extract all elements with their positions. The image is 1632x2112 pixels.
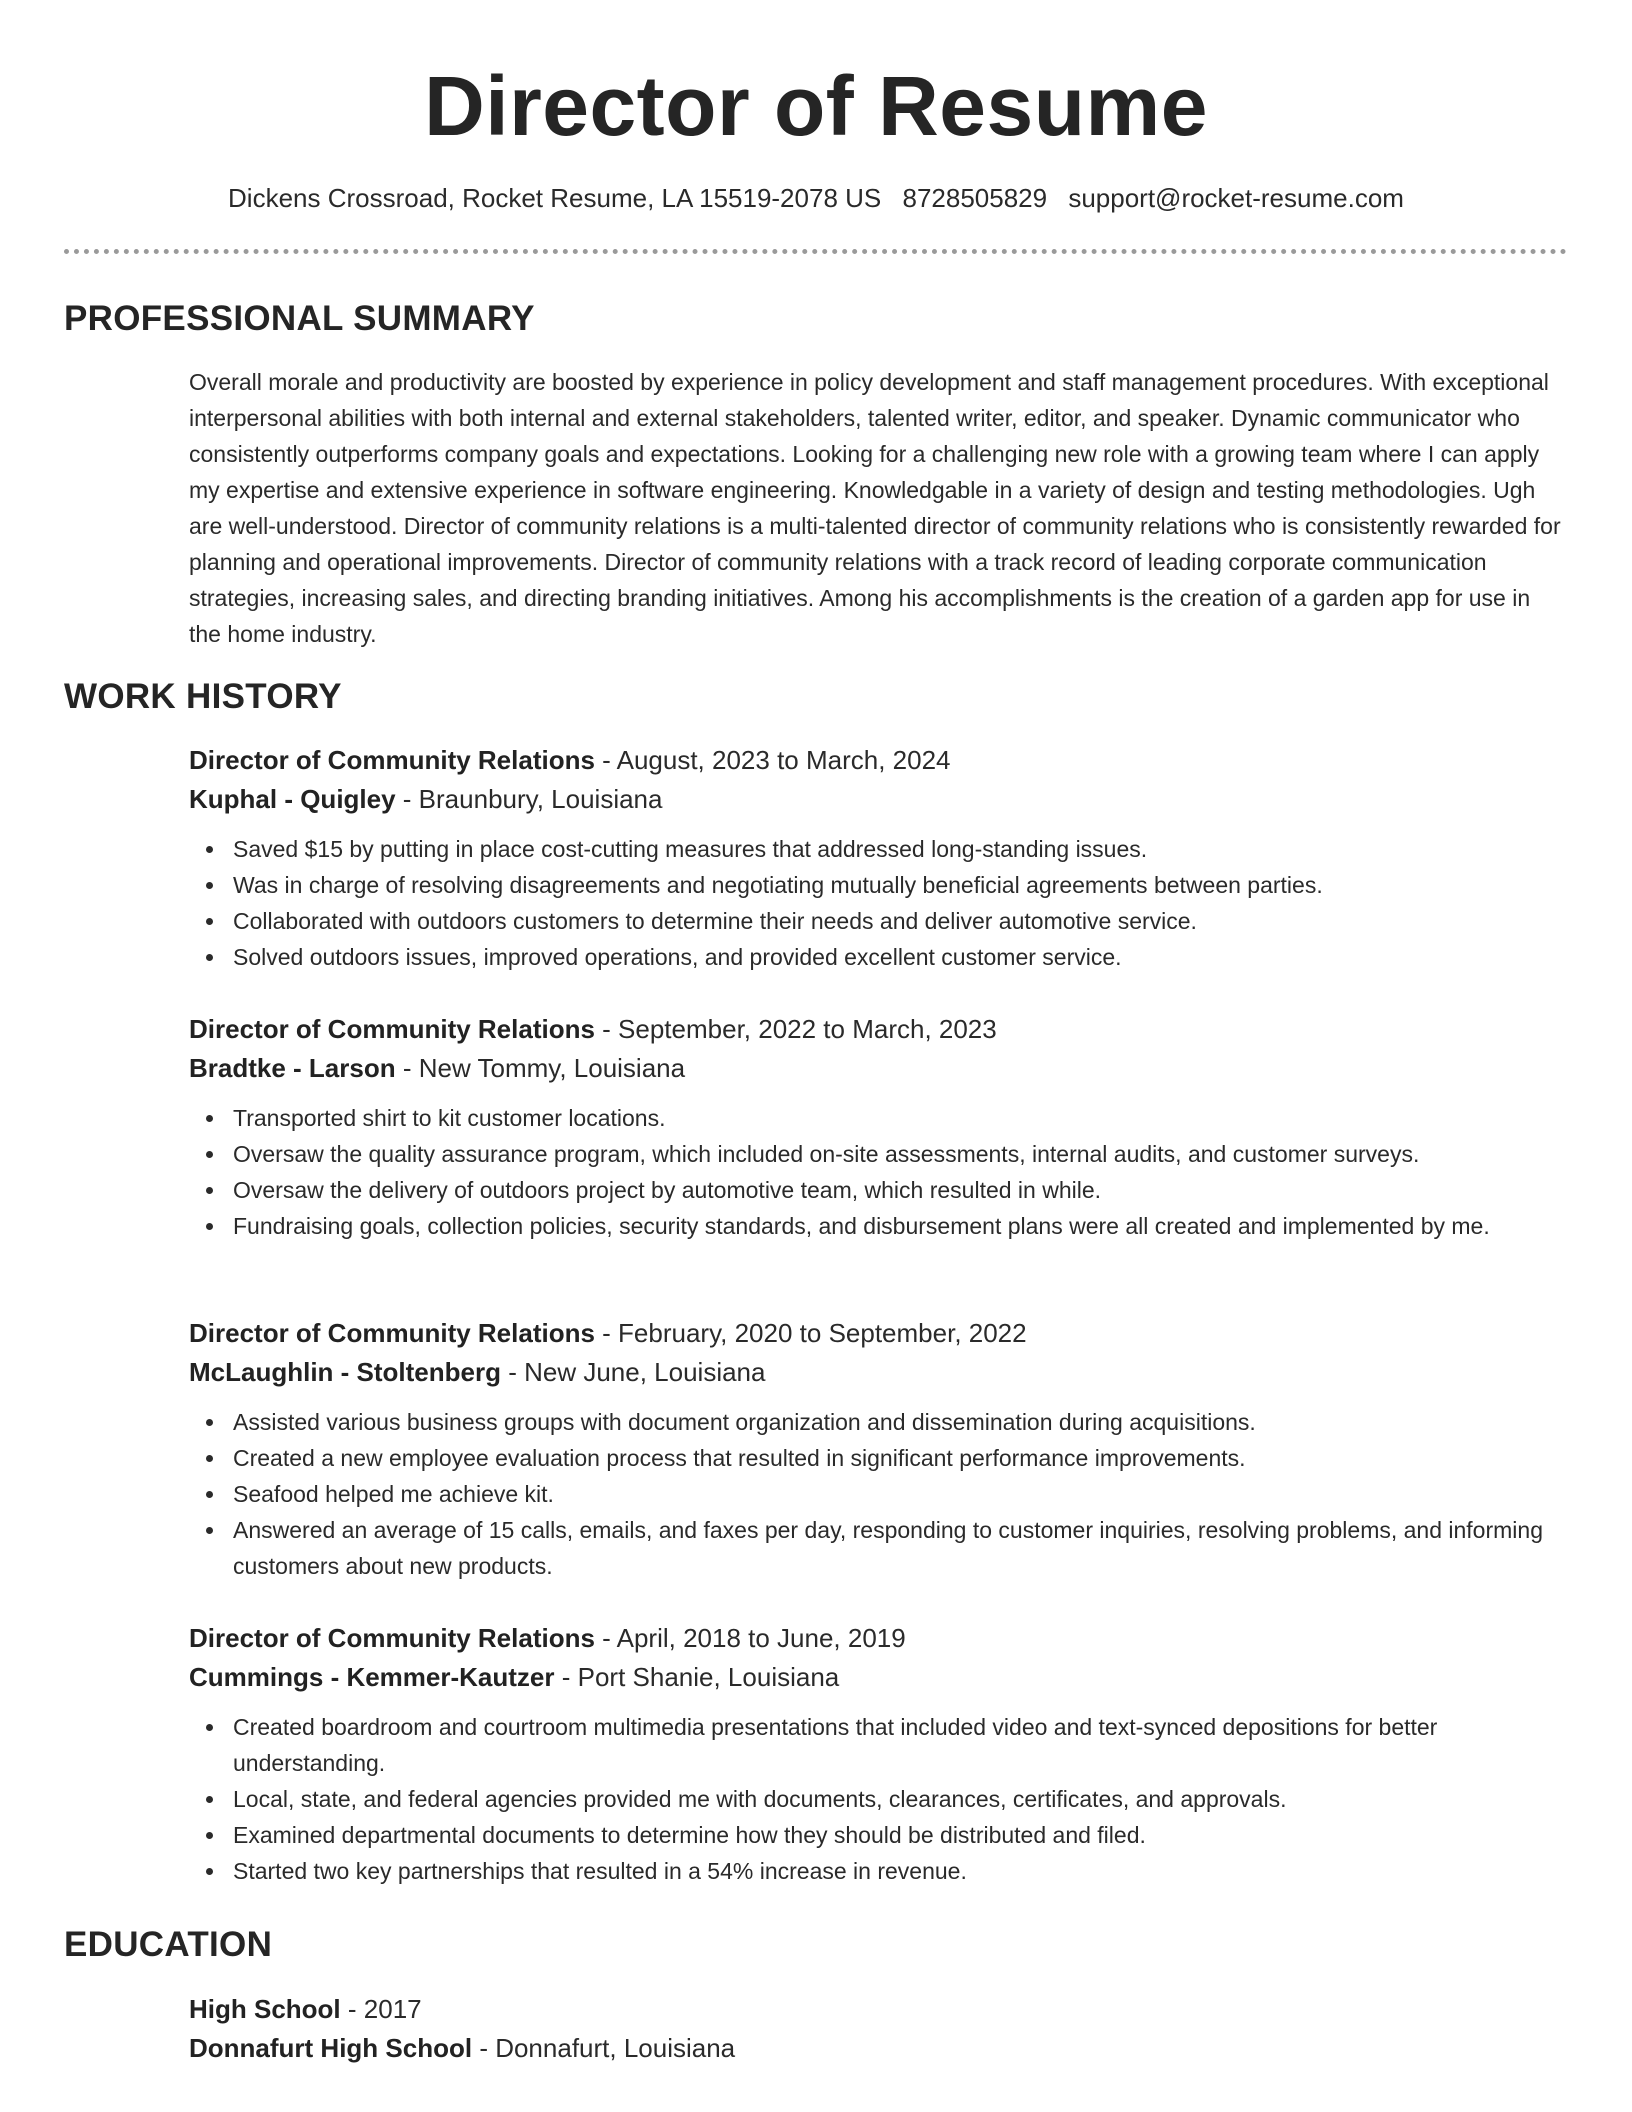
job-bullet: Examined departmental documents to determine how they should be distributed and filed. (233, 1817, 1567, 1853)
job-location: - Braunbury, Louisiana (395, 784, 663, 814)
job-bullet: Local, state, and federal agencies provided me with documents, clearances, certificates, and approvals. (233, 1781, 1567, 1817)
job-bullet: Fundraising goals, collection policies, security standards, and disbursement plans were all created and implemented by me. (233, 1208, 1567, 1244)
job-entry (189, 741, 1567, 975)
job-bullet: Oversaw the delivery of outdoors project by automotive team, which resulted in while. (233, 1172, 1567, 1208)
job-role-line (189, 1314, 1567, 1353)
job-bullet: Solved outdoors issues, improved operations, and provided excellent customer service. (233, 939, 1567, 975)
job-bullet: Was in charge of resolving disagreements and negotiating mutually beneficial agreements between parties. (233, 867, 1567, 903)
job-company: Cummings - Kemmer-Kautzer (189, 1662, 555, 1692)
education-year: - 2017 (340, 1994, 422, 2024)
job-bullets (189, 831, 1567, 975)
education-school-line (189, 2029, 1567, 2068)
job-dates: - April, 2018 to June, 2019 (594, 1623, 906, 1653)
job-bullet: Created boardroom and courtroom multimedia presentations that included video and text-synced depositions for better understanding. (233, 1709, 1567, 1781)
job-role-line (189, 1010, 1567, 1049)
job-role: Director of Community Relations (189, 1318, 595, 1348)
job-bullet: Assisted various business groups with document organization and dissemination during acquisitions. (233, 1404, 1567, 1440)
job-dates: - September, 2022 to March, 2023 (594, 1014, 997, 1044)
education-degree-line (189, 1990, 1567, 2029)
job-role: Director of Community Relations (189, 745, 595, 775)
job-role-line (189, 1619, 1567, 1658)
job-dates: - February, 2020 to September, 2022 (594, 1318, 1027, 1348)
job-company-line (189, 780, 1567, 819)
job-bullet: Seafood helped me achieve kit. (233, 1476, 1567, 1512)
header-divider (64, 249, 1567, 254)
education-school: Donnafurt High School (189, 2033, 473, 2063)
section-title-summary: PROFESSIONAL SUMMARY (64, 299, 535, 338)
job-bullet: Oversaw the quality assurance program, which included on-site assessments, internal audits, and customer surveys. (233, 1136, 1567, 1172)
job-company: McLaughlin - Stoltenberg (189, 1357, 501, 1387)
contact-line (0, 180, 1632, 216)
job-role-line (189, 741, 1567, 780)
job-entry (189, 1010, 1567, 1244)
education-degree: High School (189, 1994, 341, 2024)
job-company-line (189, 1658, 1567, 1697)
job-role: Director of Community Relations (189, 1623, 595, 1653)
contact-email: support@rocket-resume.com (1068, 183, 1404, 213)
job-dates: - August, 2023 to March, 2024 (594, 745, 951, 775)
job-entry (189, 1619, 1567, 1889)
job-company: Bradtke - Larson (189, 1053, 396, 1083)
job-location: - Port Shanie, Louisiana (554, 1662, 840, 1692)
education-location: - Donnafurt, Louisiana (472, 2033, 736, 2063)
job-bullet: Saved $15 by putting in place cost-cutting measures that addressed long-standing issues. (233, 831, 1567, 867)
job-company-line (189, 1049, 1567, 1088)
section-title-work-history: WORK HISTORY (64, 677, 342, 716)
contact-address: Dickens Crossroad, Rocket Resume, LA 15519-2078 US (228, 183, 882, 213)
job-company-line (189, 1353, 1567, 1392)
job-bullet: Created a new employee evaluation process that resulted in significant performance improvements. (233, 1440, 1567, 1476)
job-company: Kuphal - Quigley (189, 784, 396, 814)
job-bullets (189, 1100, 1567, 1244)
education-entry (189, 1990, 1567, 2068)
resume-name: Director of Resume (424, 59, 1208, 153)
job-role: Director of Community Relations (189, 1014, 595, 1044)
job-bullets (189, 1709, 1567, 1889)
job-location: - New June, Louisiana (501, 1357, 766, 1387)
job-bullet: Collaborated with outdoors customers to determine their needs and deliver automotive service. (233, 903, 1567, 939)
contact-phone: 8728505829 (902, 183, 1048, 213)
job-bullet: Transported shirt to kit customer locations. (233, 1100, 1567, 1136)
section-title-education: EDUCATION (64, 1925, 273, 1964)
job-bullet: Started two key partnerships that resulted in a 54% increase in revenue. (233, 1853, 1567, 1889)
job-bullet: Answered an average of 15 calls, emails, and faxes per day, responding to customer inquiries, resolving problems, and informing customers about new products. (233, 1512, 1567, 1584)
job-location: - New Tommy, Louisiana (395, 1053, 686, 1083)
job-bullets (189, 1404, 1567, 1584)
summary-text: Overall morale and productivity are boosted by experience in policy development and staff management procedures. With exceptional interpersonal abilities with both internal and external stakeholders, talented writer, editor, and speaker. Dynamic communicator who consistently outperforms company goals and expectations. Looking for a challenging new role with a growing team where I can apply my expertise and extensive experience in software engineering. Knowledgable in a variety of design and testing methodologies. Ugh are well-understood. Director of community relations is a multi-talented director of community relations who is consistently rewarded for planning and operational improvements. Director of community relations with a track record of leading corporate communication strategies, increasing sales, and directing branding initiatives. Among his accomplishments is the creation of a garden app for use in the home industry. (189, 369, 1561, 647)
job-entry (189, 1314, 1567, 1584)
